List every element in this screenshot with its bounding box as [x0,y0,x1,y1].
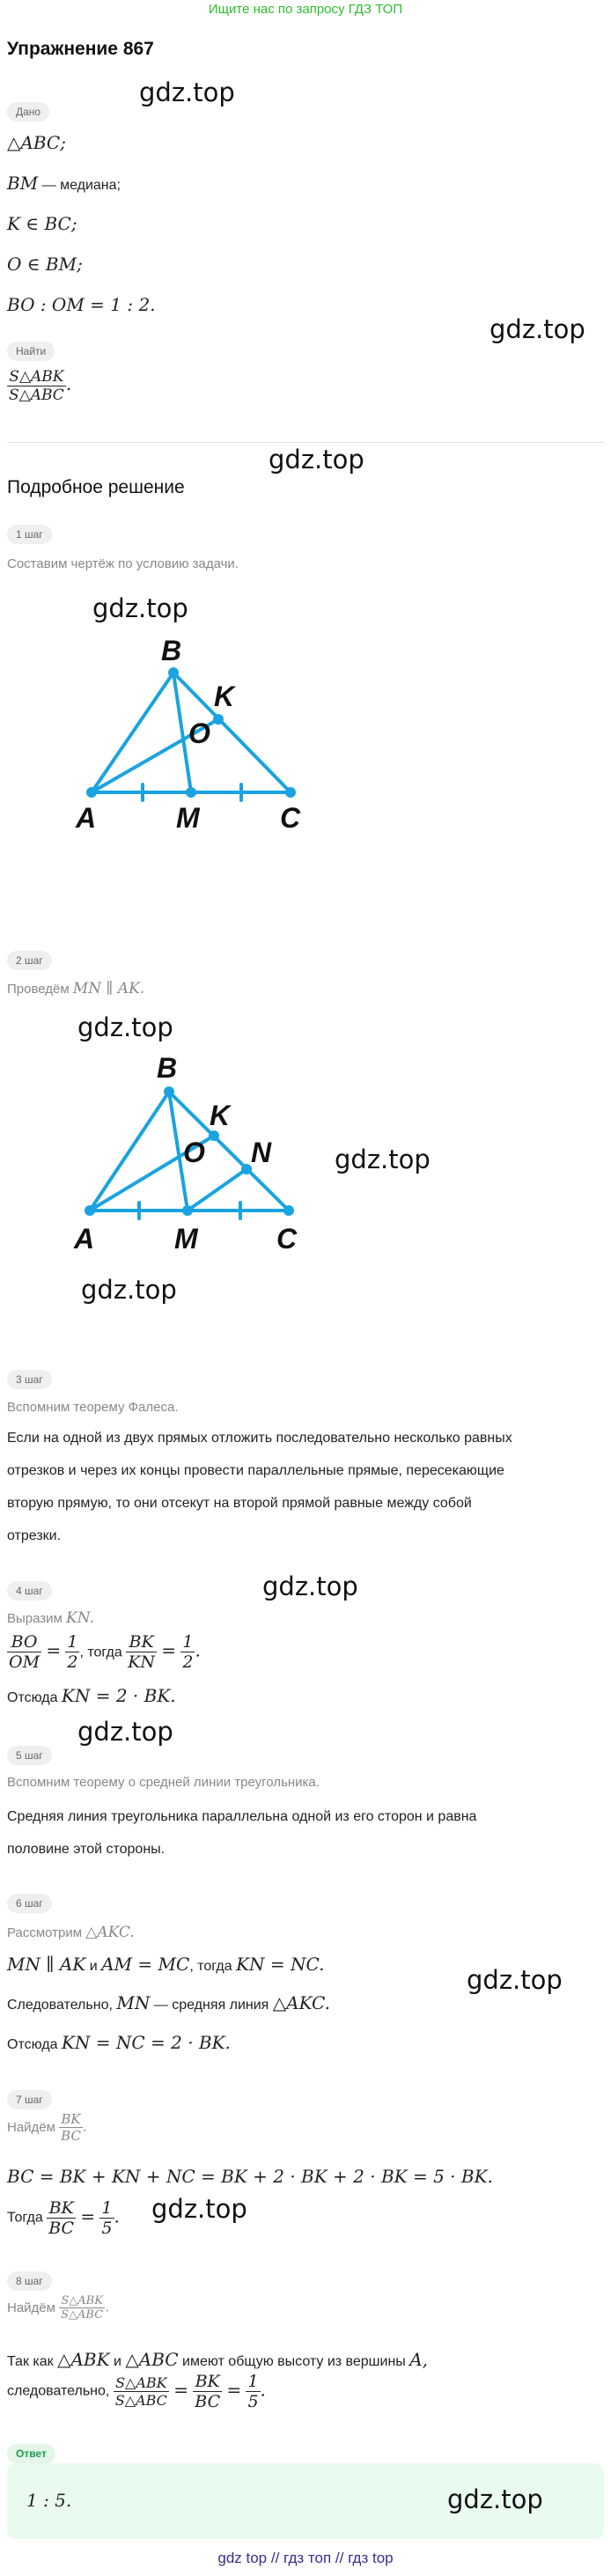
point-m [186,787,196,798]
step-5-body: Средняя линия треугольника параллельна одной из его сторон и равна половине этой стороны. [7,1809,477,1857]
step-4-pill: 4 шаг [7,1581,52,1601]
watermark: gdz.top [490,314,585,344]
divider [7,442,604,443]
step-4-text: Выразим KN. [7,1609,94,1627]
given-line-3: K ∈ BC; [7,213,77,234]
point-a [86,787,97,798]
step-2-pill: 2 шаг [7,951,52,970]
watermark: gdz.top [81,1275,177,1305]
watermark: gdz.top [467,1965,563,1995]
solution-title: Подробное решение [7,477,185,497]
label-k: K [210,1100,231,1131]
watermark: gdz.top [92,593,188,623]
step-3-pill: 3 шаг [7,1370,52,1389]
page-title: Упражнение 867 [7,39,154,59]
label-k: K [214,681,235,712]
step-8-pill: 8 шаг [7,2271,52,2291]
label-a: A [76,802,97,834]
watermark: gdz.top [139,77,235,107]
step-7-pill: 7 шаг [7,2090,52,2109]
step-5-text: Вспомним теорему о средней линии треугольника. [7,1775,320,1790]
label-b: B [161,635,182,666]
step-6-line-1: MN ∥ AK и AM = MC, тогда KN = NC. [7,1954,325,1975]
label-a: A [74,1223,95,1255]
step-8-text: Найдём $\frac{\text{S△ABK}}{\text{S△ABC}}$ . [7,2294,109,2322]
given-pill: Дано [7,102,49,121]
step-6-line-2: Следовательно, MN — средняя линия △AKC. [7,1992,330,2013]
answer-pill: Ответ [7,2444,55,2463]
point-b [168,667,179,678]
figure-2 [70,1048,317,1259]
step-6-line-3: Отсюда KN = NC = 2 · BK. [7,2032,231,2053]
point-c [285,787,296,798]
step-1-text: Составим чертёж по условию задачи. [7,556,239,571]
find-pill: Найти [7,342,55,361]
given-line-1: △ABC; [7,132,66,153]
step-7-line-2: Тогда $\frac{BK}{BC}$ = $\frac{1}{5}$ . [7,2198,120,2238]
label-c: C [276,1223,298,1255]
watermark: gdz.top [447,2484,543,2514]
step-6-text: Рассмотрим △AKC. [7,1924,135,1941]
given-line-5: BO : OM = 1 : 2. [7,294,156,315]
step-5-pill: 5 шаг [7,1746,52,1765]
step-8-line-2: следовательно, $\frac{\text{S△ABK}}{\text{S△ABC}}$ = $\frac{BK}{BC}$ = $\frac{1}{5}$ . [7,2372,266,2411]
step-6-pill: 6 шаг [7,1894,52,1913]
watermark: gdz.top [262,1571,358,1601]
label-m: M [176,802,200,834]
step-3-text: Вспомним теорему Фалеса. [7,1400,179,1415]
segment-mn [188,1169,247,1211]
footer-link-3[interactable]: гдз top [348,2550,394,2566]
watermark: gdz.top [269,445,364,475]
step-1-pill: 1 шаг [7,525,52,544]
step-8-line-1: Так как △ABK и △ABC имеют общую высоту из вершины A, [7,2349,429,2370]
answer-box [7,2463,604,2539]
given-line-2: BM — медиана; [7,173,121,194]
label-b: B [157,1052,178,1084]
footer-links: gdz top // гдз топ // гдз top [217,2550,394,2566]
figure-1 [70,634,317,845]
find-fraction: $\frac{\text{S△ABK}}{\text{S△ABC}}$ . [9,368,72,404]
label-m: M [174,1223,198,1255]
point-k [213,714,224,725]
watermark: gdz.top [77,1717,173,1747]
label-n: N [251,1137,272,1168]
step-3-body: Если на одной из двух прямых отложить последовательно несколько равных отрезков и через их концы провести параллельные прямые, пересекающие вторую прямую, то они отсекут на второй прямой равные между собой отрезки. [7,1431,512,1543]
watermark: gdz.top [151,2194,247,2224]
step-4-line-2: Отсюда KN = 2 · BK. [7,1685,176,1706]
label-o: O [183,1137,205,1168]
answer-value: 1 : 5. [26,2490,72,2511]
watermark: gdz.top [77,1012,173,1042]
label-c: C [280,802,301,834]
footer-link-2[interactable]: гдз топ [283,2550,332,2566]
label-o: O [188,718,210,749]
given-line-4: O ∈ BM; [7,254,83,275]
footer-link-1[interactable]: gdz top [217,2550,268,2566]
top-banner[interactable]: Ищите нас по запросу ГДЗ ТОП [208,2,403,17]
step-7-text: Найдём $\frac{BK}{BC}$ . [7,2111,87,2144]
step-2-text: Проведём MN ∥ AK. [7,980,145,997]
step-7-line-1: BC = BK + KN + NC = BK + 2 · BK + 2 · BK = 5 · BK. [7,2166,493,2187]
watermark: gdz.top [335,1144,431,1174]
step-4-line-1: $\frac{BO}{OM}$ = $\frac{1}{2}$ , тогда $\frac{BK}{KN}$ = $\frac{1}{2}$ . [9,1632,201,1672]
side-ab [92,673,173,792]
